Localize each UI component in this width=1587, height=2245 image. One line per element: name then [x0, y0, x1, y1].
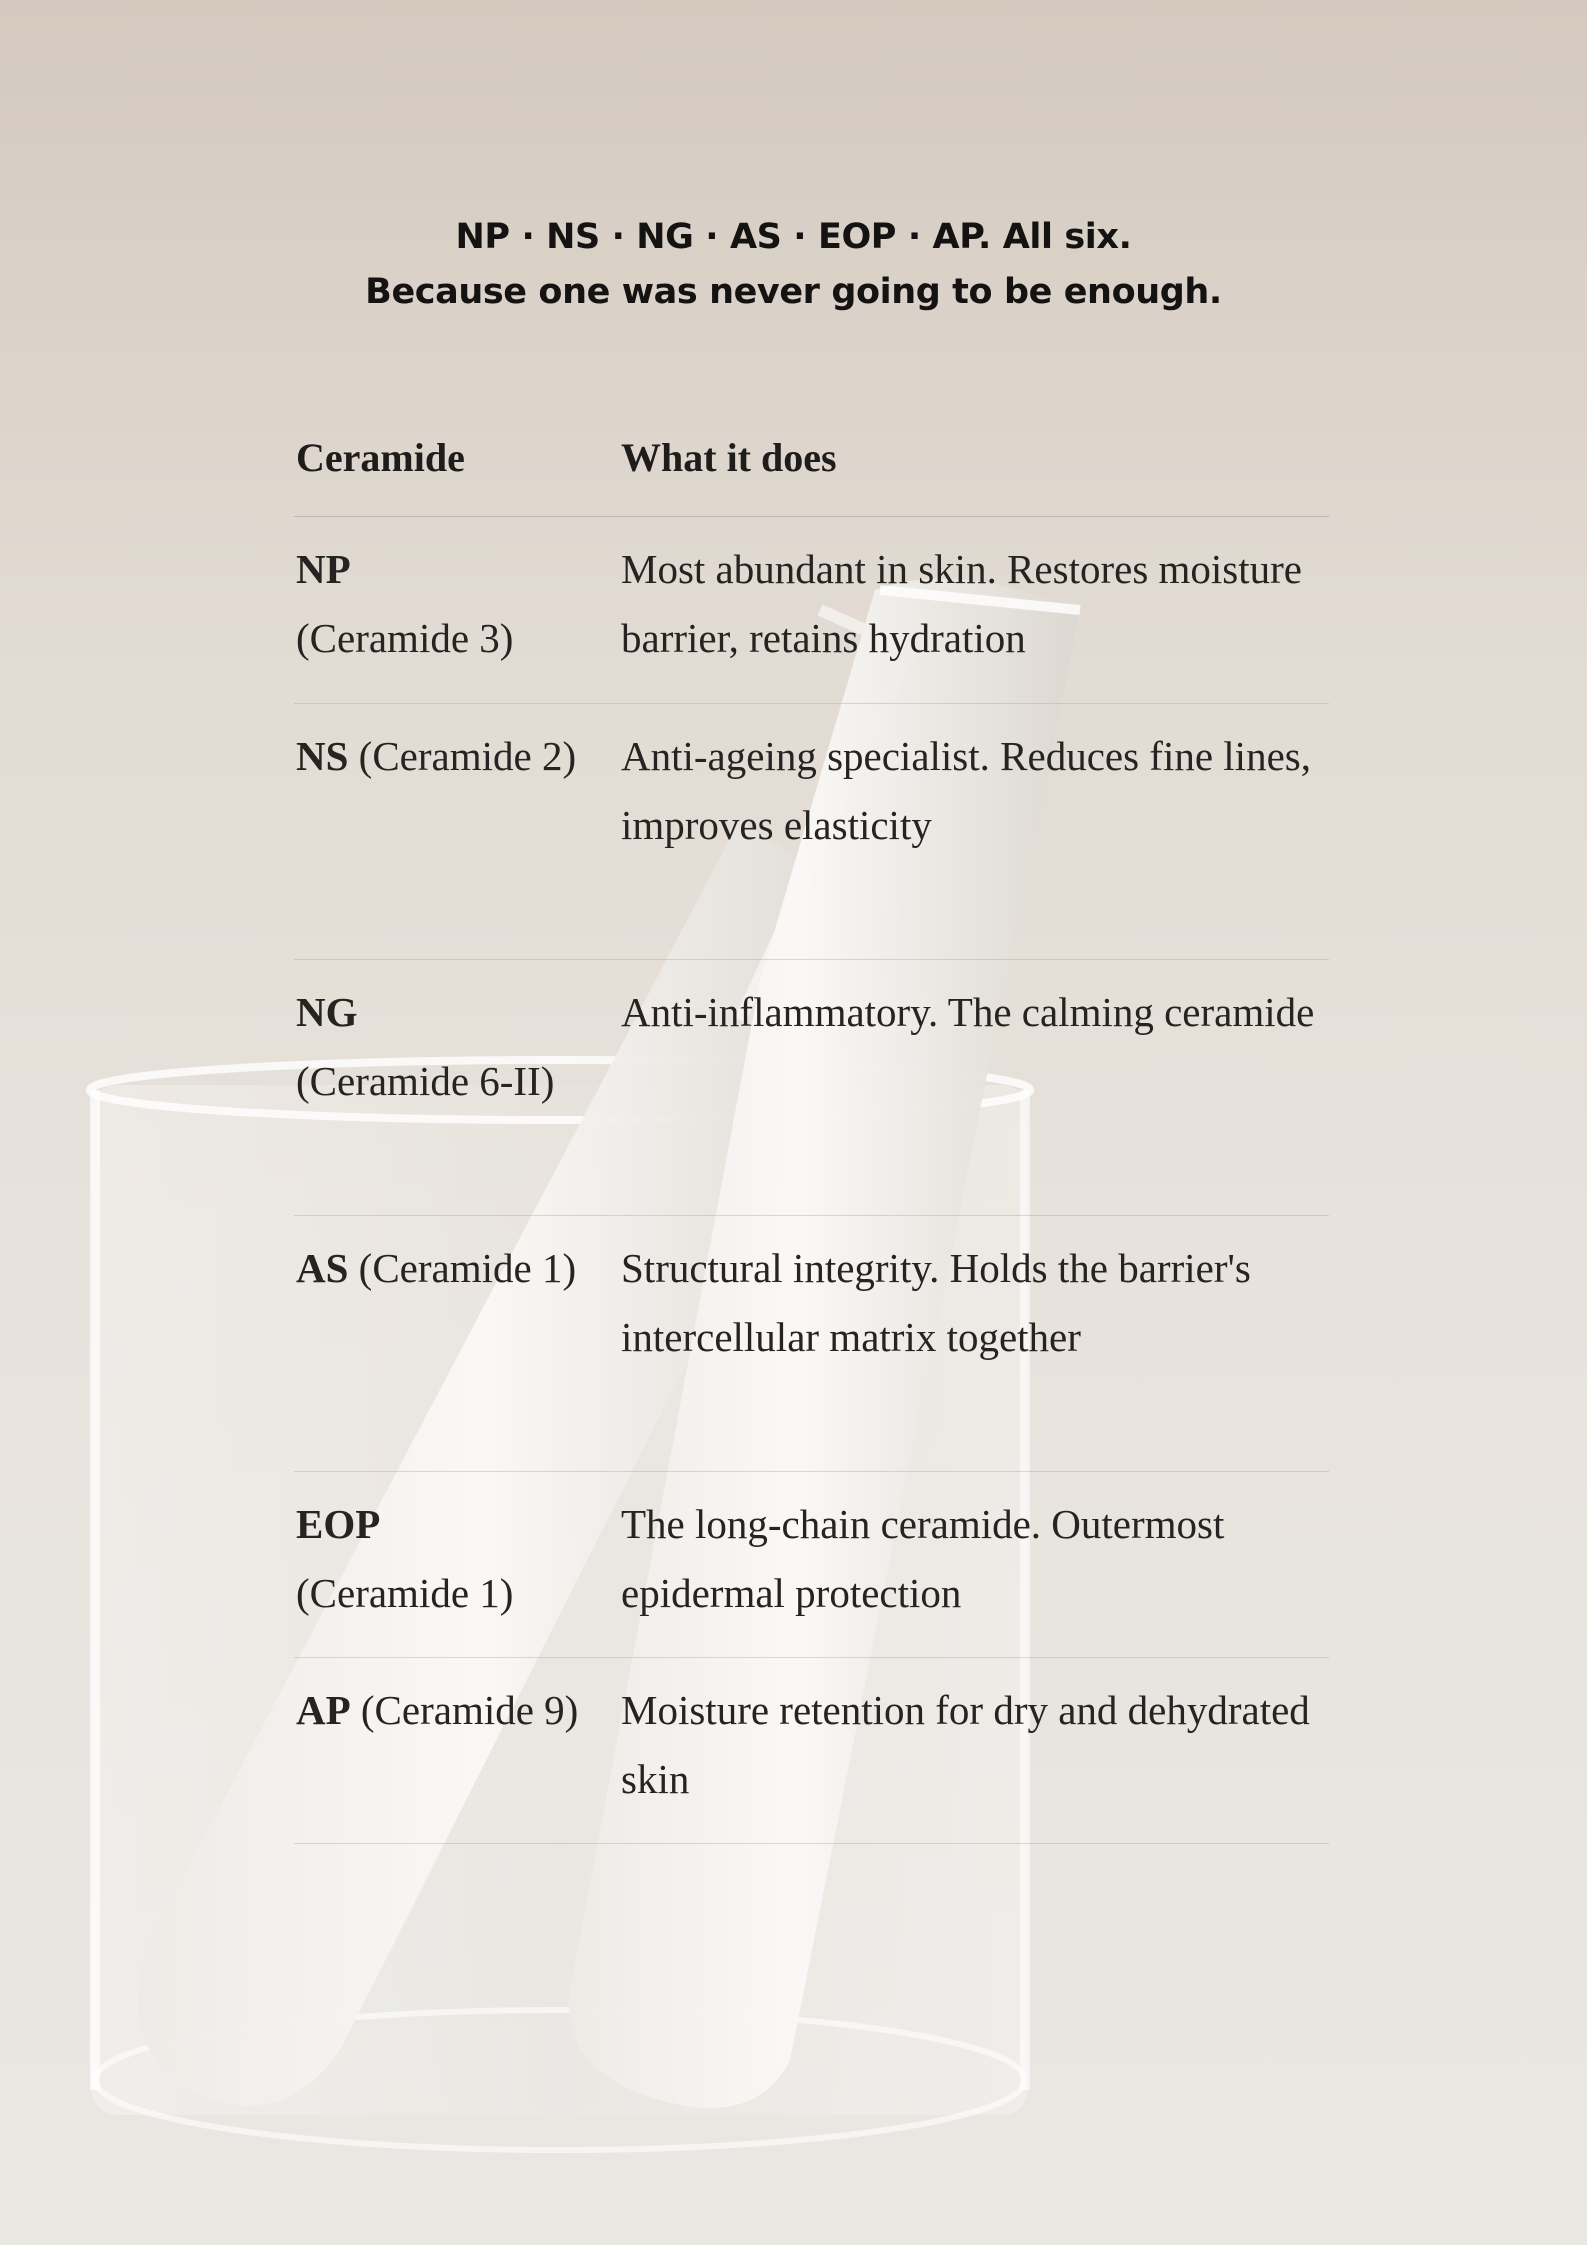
- ceramide-alias: (Ceramide 6-II): [296, 1058, 555, 1104]
- ceramide-alias: (Ceramide 2): [358, 733, 577, 779]
- ceramide-code: NG: [296, 989, 358, 1035]
- table-row: [294, 1216, 1329, 1472]
- table-row: [294, 517, 1329, 704]
- ceramide-cell: [294, 722, 621, 959]
- table-row: [294, 960, 1329, 1216]
- ceramide-code: NS: [296, 733, 349, 779]
- ceramide-description: Moisture retention for dry and dehydrated skin: [621, 1687, 1310, 1802]
- ceramide-table: [294, 420, 1329, 1844]
- table-row: [294, 1658, 1329, 1844]
- ceramide-code: AS: [296, 1245, 349, 1291]
- ceramide-code: EOP: [296, 1501, 381, 1547]
- ceramide-description: Structural integrity. Holds the barrier's intercellular matrix together: [621, 1245, 1251, 1360]
- ceramide-cell: [294, 535, 621, 703]
- table-header: [294, 420, 1329, 517]
- ceramide-description: The long-chain ceramide. Outermost epidermal protection: [621, 1501, 1225, 1616]
- ceramide-code: NP: [296, 546, 351, 592]
- ceramide-description: Most abundant in skin. Restores moisture barrier, retains hydration: [621, 546, 1303, 661]
- headline-line-2: Because one was never going to be enough.: [365, 272, 1222, 312]
- ceramide-cell: [294, 978, 621, 1215]
- ceramide-alias: (Ceramide 3): [296, 615, 514, 661]
- header-ceramide: Ceramide: [296, 435, 465, 480]
- ceramide-cell: [294, 1490, 621, 1657]
- table-row: [294, 1472, 1329, 1658]
- headline-line-1: NP · NS · NG · AS · EOP · AP. All six.: [455, 217, 1132, 257]
- ceramide-alias: (Ceramide 9): [360, 1687, 579, 1733]
- ceramide-cell: [294, 1676, 621, 1843]
- table-row: [294, 704, 1329, 960]
- ceramide-description: Anti-inflammatory. The calming ceramide: [621, 989, 1315, 1035]
- header-what-it-does: What it does: [621, 435, 837, 480]
- headline: [0, 210, 1587, 320]
- ceramide-cell: [294, 1234, 621, 1471]
- ceramide-code: AP: [296, 1687, 351, 1733]
- ceramide-description: Anti-ageing specialist. Reduces fine lines, improves elasticity: [621, 733, 1311, 848]
- ceramide-alias: (Ceramide 1): [296, 1570, 514, 1616]
- ceramide-alias: (Ceramide 1): [358, 1245, 577, 1291]
